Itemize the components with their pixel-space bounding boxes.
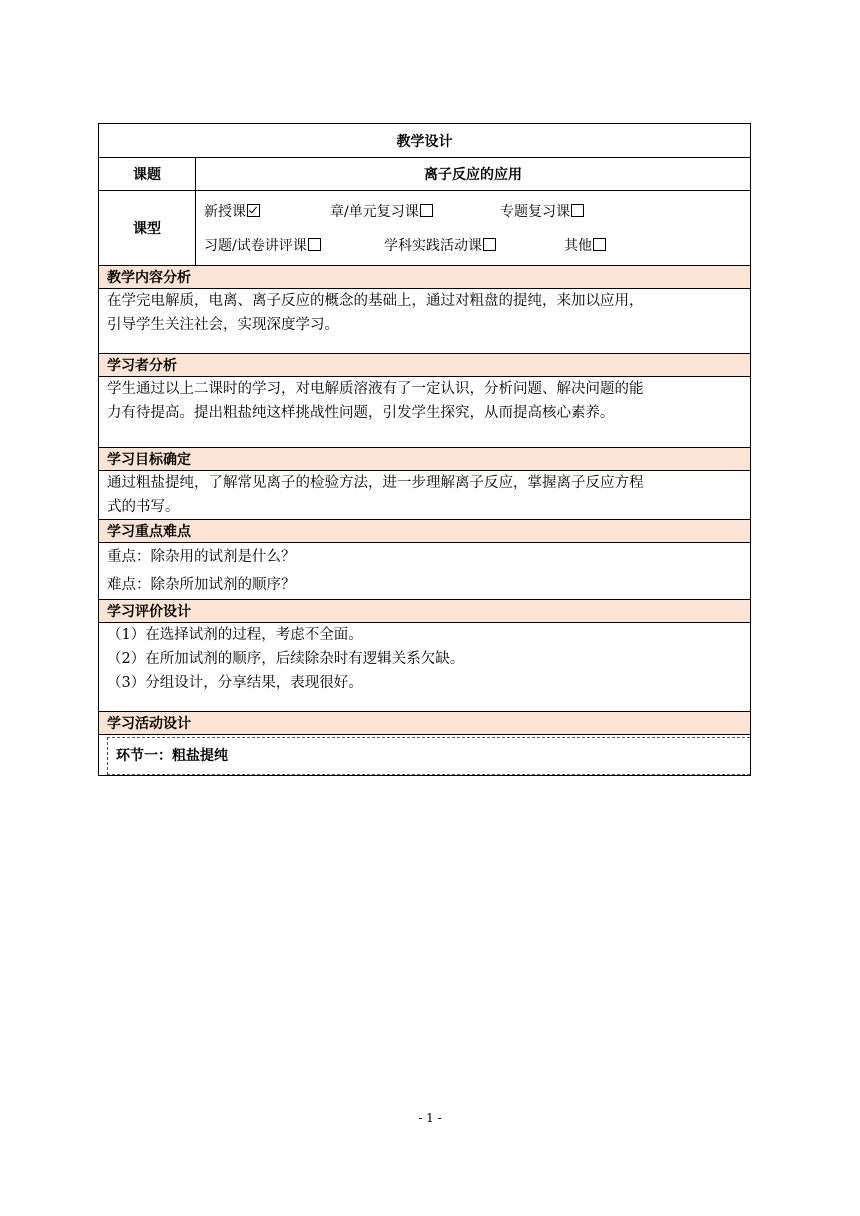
option-unit-review[interactable]: 章/单元复习课: [330, 201, 500, 221]
table-title: 教学设计: [99, 124, 751, 158]
option-other[interactable]: 其他: [564, 235, 606, 255]
activity-stage-box: [107, 737, 750, 775]
section-body-goals: 通过粗盐提纯，了解常见离子的检验方法，进一步理解离子反应，掌握离子反应方程 式的书写。: [99, 471, 751, 520]
section-heading-learner-analysis: 学习者分析: [99, 354, 751, 377]
teaching-design-table: [98, 123, 751, 776]
lesson-type-options: [196, 191, 751, 266]
option-new-lesson[interactable]: 新授课: [204, 201, 330, 221]
section-body-activity: [99, 735, 751, 776]
activity-stage-label: 环节一：粗盐提纯: [116, 748, 228, 764]
section-body-learner-analysis: 学生通过以上二课时的学习，对电解质溶液有了一定认识，分析问题、解决问题的能 力有待提高。提出粗盐纯这样挑战性问题，引发学生探究，从而提高核心素养。: [99, 377, 751, 448]
section-heading-activity: 学习活动设计: [99, 712, 751, 735]
page-number: - 1 -: [418, 1111, 442, 1125]
section-heading-evaluation: 学习评价设计: [99, 600, 751, 623]
section-heading-content-analysis: 教学内容分析: [99, 266, 751, 289]
section-body-key-points: 重点：除杂用的试剂是什么？ 难点：除杂所加试剂的顺序？: [99, 543, 751, 600]
checkbox-icon[interactable]: [308, 238, 321, 251]
lesson-type-row-1: [196, 199, 750, 223]
checkbox-icon[interactable]: [483, 238, 496, 251]
option-exercise-review[interactable]: 习题/试卷讲评课: [204, 235, 384, 255]
section-body-evaluation: （1）在选择试剂的过程，考虑不全面。 （2）在所加试剂的顺序，后续除杂时有逻辑关系欠缺。 （3）分组设计，分享结果，表现很好。: [99, 623, 751, 712]
topic-label: 课题: [99, 158, 196, 191]
section-body-content-analysis: 在学完电解质，电离、离子反应的概念的基础上，通过对粗盘的提纯，来加以应用， 引导学生关注社会，实现深度学习。: [99, 289, 751, 354]
lesson-type-row-2: [196, 233, 750, 257]
option-practice-activity[interactable]: 学科实践活动课: [384, 235, 564, 255]
option-topic-review[interactable]: 专题复习课: [500, 201, 584, 221]
section-heading-goals: 学习目标确定: [99, 448, 751, 471]
checkbox-checked-icon[interactable]: [247, 204, 260, 217]
checkbox-icon[interactable]: [420, 204, 433, 217]
checkbox-icon[interactable]: [571, 204, 584, 217]
topic-value: 离子反应的应用: [196, 158, 751, 191]
lesson-type-label: 课型: [99, 191, 196, 266]
checkbox-icon[interactable]: [593, 238, 606, 251]
section-heading-key-points: 学习重点难点: [99, 520, 751, 543]
